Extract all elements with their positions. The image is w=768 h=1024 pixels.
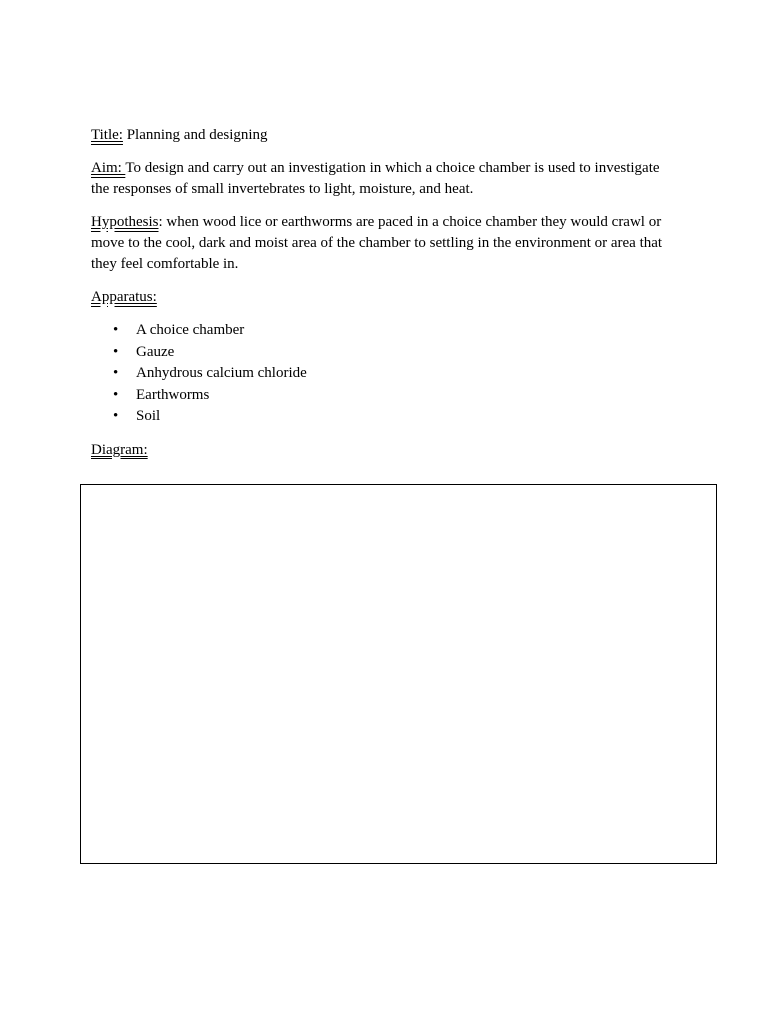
hypothesis-label: Hypothesis <box>91 214 159 230</box>
list-item <box>91 385 671 407</box>
bullet-icon: • <box>113 365 119 382</box>
document-body <box>91 125 671 473</box>
apparatus-item: Gauze <box>136 343 175 360</box>
title-line <box>91 125 671 146</box>
aim-paragraph <box>91 158 671 200</box>
list-item <box>91 342 671 364</box>
list-item <box>91 363 671 385</box>
diagram-heading <box>91 440 671 461</box>
bullet-icon: • <box>113 343 119 360</box>
aim-text: To design and carry out an investigation in which a choice chamber is used to investigate the responses of small invertebrates to light, moisture, and heat. <box>91 160 660 197</box>
apparatus-item: Earthworms <box>136 386 210 403</box>
apparatus-heading <box>91 287 671 308</box>
bullet-icon: • <box>113 408 119 425</box>
bullet-icon: • <box>113 322 119 338</box>
hypothesis-paragraph <box>91 212 671 275</box>
bullet-icon: • <box>113 386 119 403</box>
apparatus-item: Anhydrous calcium chloride <box>136 365 307 382</box>
apparatus-item: A choice chamber <box>136 322 245 338</box>
apparatus-item: Soil <box>136 408 161 425</box>
list-item <box>91 320 671 342</box>
title-text: Planning and designing <box>122 127 268 143</box>
diagram-label: Diagram: <box>91 441 148 458</box>
aim-label: Aim: <box>91 160 126 176</box>
apparatus-list <box>91 320 671 428</box>
hypothesis-text: : when wood lice or earthworms are paced in a choice chamber they would crawl or move to the cool, dark and moist area of the chamber to settling in the environment or area that they feel comfortable in. <box>91 214 663 272</box>
apparatus-label: Apparatus: <box>91 289 157 305</box>
title-label: Title: <box>91 127 123 143</box>
diagram-box <box>80 484 717 864</box>
list-item <box>91 406 671 428</box>
